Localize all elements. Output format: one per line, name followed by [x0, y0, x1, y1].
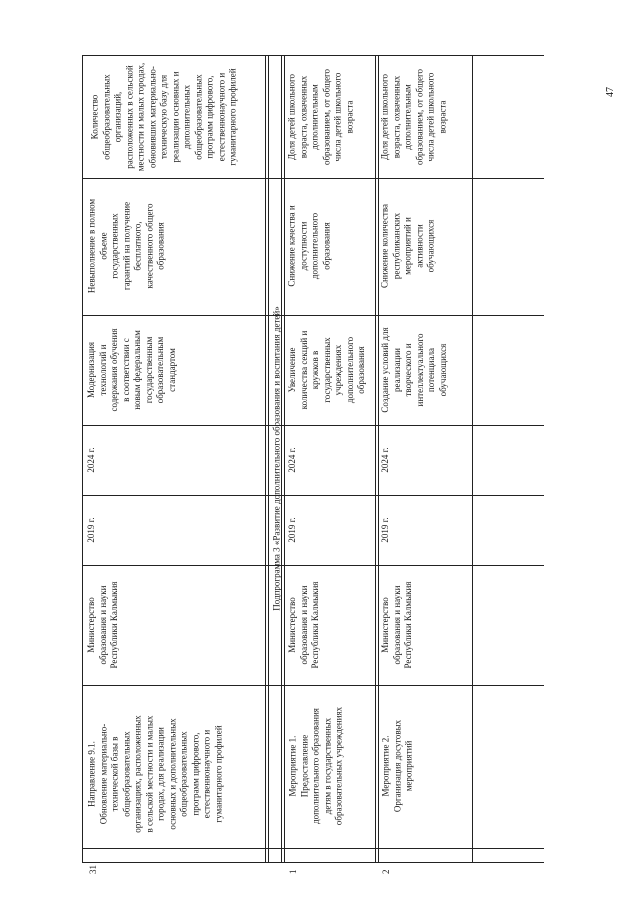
subprogram-title: Подпрограмма 3 «Развитие дополнительного образования и воспитания детей» — [271, 306, 282, 611]
row31-result: Модернизация технологий и содержания обучения в соответствии с новым федеральным государственным образовательным стандартом — [86, 328, 177, 412]
row2-measure: Мероприятие 2. Организация досуговых мероприятий — [380, 719, 414, 813]
row1-indicator: Доля детей школьного возраста, охваченных дополнительным образованием, от общего числа детей школьного возраста — [286, 68, 354, 166]
table-rule — [472, 55, 473, 862]
row31-end: 2024 г. — [86, 447, 96, 473]
table-rule — [375, 55, 376, 862]
row1-number: 1 — [288, 869, 298, 874]
row1-consequence: Снижение качества и доступности дополнительного образования — [286, 205, 331, 287]
row31-start: 2019 г. — [86, 517, 96, 543]
row1-executor: Министерство образования и науки Республики Калмыкия — [287, 581, 320, 669]
row31-indicator: Количество общеобразовательных организаций, расположенных в сельской местности и малых городах, обновивших материально- техническую базу для реализации основных и дополнительных общеобразовательных программ цифрового, естественнонаучного и гуманитарного профилей — [89, 62, 238, 172]
row2-indicator: Доля детей школьного возраста, охваченных дополнительным образованием, от общего числа детей школьного возраста — [379, 68, 447, 166]
row31-executor: Министерство образования и науки Республики Калмыкия — [86, 581, 119, 669]
row1-measure: Мероприятие 1. Предоставление дополнительного образования детям в государственных образовательных учреждениях — [287, 706, 344, 826]
row2-end: 2024 г. — [380, 447, 390, 473]
row31-number: 31 — [88, 865, 98, 874]
row2-executor: Министерство образования и науки Республики Калмыкия — [380, 581, 413, 669]
row1-start: 2019 г. — [287, 517, 297, 543]
row2-number: 2 — [381, 869, 391, 874]
row1-result: Увеличение количества секций и кружков в государственных учреждениях дополнительного образования — [287, 330, 366, 410]
table-rule — [82, 55, 83, 862]
page-number: 47 — [605, 87, 616, 97]
table-rule — [268, 55, 269, 862]
row1-end: 2024 г. — [287, 447, 297, 473]
row31-consequence: Невыполнение в полном объеме государственных гарантий на получение бесплатного, качественного общего образования — [86, 198, 166, 294]
row2-result: Создание условий для реализации творческого и интеллектуального потенциала обучающихся — [380, 327, 448, 413]
row2-consequence: Снижение количества республиканских мероприятий и активности обучающихся — [379, 204, 436, 289]
row31-measure: Направление 9.1. Обновление материально- технической базы в общеобразовательных организациях, расположенных в сельской местности и малых городах, для реализации основных и дополнительных общеобразовательных программ цифрового, естественнонаучного и гуманитарного профилей — [86, 715, 223, 833]
row2-start: 2019 г. — [380, 517, 390, 543]
